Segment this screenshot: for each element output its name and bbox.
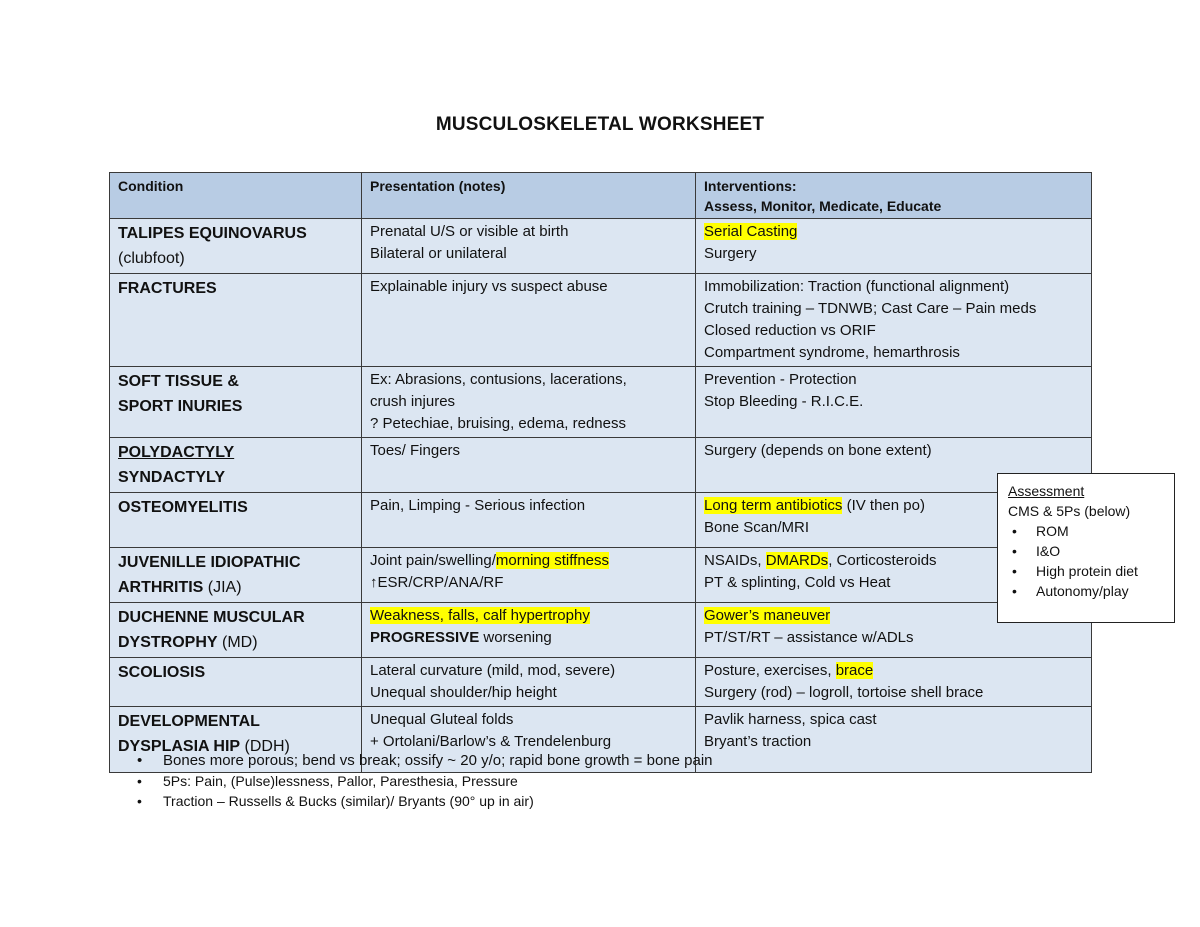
interventions-cell: Gower’s maneuver PT/ST/RT – assistance w/ADLs [696,603,1092,658]
list-item: • I&O [1008,541,1164,561]
presentation-cell: Unequal Gluteal folds + Ortolani/Barlow’s & Trendelenburg [362,707,696,773]
list-item: • Traction – Russells & Bucks (similar)/ Bryants (90° up in air) [137,791,713,811]
presentation-header: Presentation (notes) [362,173,696,219]
presentation-cell: Prenatal U/S or visible at birth Bilateral or unilateral [362,219,696,274]
presentation-cell: Toes/ Fingers [362,438,696,493]
table-row [110,438,1092,493]
condition-cell: JUVENILLE IDIOPATHIC ARTHRITIS (JIA) [110,548,362,603]
table-row [110,493,1092,548]
interventions-cell: Serial Casting Surgery [696,219,1092,274]
list-item: • 5Ps: Pain, (Pulse)lessness, Pallor, Paresthesia, Pressure [137,771,713,791]
table-row [110,219,1092,274]
interventions-cell: Prevention - Protection Stop Bleeding - R.I.C.E. [696,367,1092,438]
assessment-box [997,473,1175,623]
interventions-cell: Immobilization: Traction (functional alignment) Crutch training – TDNWB; Cast Care – Pain meds Closed reduction vs ORIF Compartment syndrome, hemarthrosis [696,274,1092,367]
list-item: • ROM [1008,521,1164,541]
table-header-row [110,173,1092,219]
condition-cell: DUCHENNE MUSCULAR DYSTROPHY (MD) [110,603,362,658]
highlighted-text: Weakness, falls, calf hypertrophy [370,607,590,624]
presentation-cell: Ex: Abrasions, contusions, lacerations, crush injures ? Petechiae, bruising, edema, redness [362,367,696,438]
condition-cell: FRACTURES [110,274,362,367]
table-row [110,274,1092,367]
condition-cell: TALIPES EQUINOVARUS (clubfoot) [110,219,362,274]
presentation-cell: Pain, Limping - Serious infection [362,493,696,548]
list-item: • Bones more porous; bend vs break; ossify ~ 20 y/o; rapid bone growth = bone pain [137,750,713,771]
interventions-cell: Long term antibiotics (IV then po) Bone Scan/MRI [696,493,1092,548]
condition-cell: OSTEOMYELITIS [110,493,362,548]
interventions-cell: Surgery (depends on bone extent) [696,438,1092,493]
presentation-cell: Explainable injury vs suspect abuse [362,274,696,367]
worksheet-table [109,172,1092,773]
assessment-title: Assessment [1008,483,1085,499]
table-row [110,658,1092,707]
assessment-subtitle: CMS & 5Ps (below) [1008,503,1131,519]
assessment-list [1008,521,1164,601]
highlighted-text: DMARDs [765,552,829,569]
highlighted-text: morning stiffness [495,552,610,569]
list-item: • Autonomy/play [1008,581,1164,601]
interventions-header: Interventions: Assess, Monitor, Medicate, Educate [696,173,1092,219]
notes-bullet-list [137,750,713,811]
highlighted-text: Serial Casting [704,223,798,240]
condition-cell: SCOLIOSIS [110,658,362,707]
interventions-cell: Pavlik harness, spica cast Bryant’s traction [696,707,1092,773]
condition-cell: SOFT TISSUE & SPORT INURIES [110,367,362,438]
highlighted-text: Gower’s maneuver [704,607,831,624]
presentation-cell: Weakness, falls, calf hypertrophy PROGRESSIVE worsening [362,603,696,658]
table-row [110,367,1092,438]
interventions-cell: Posture, exercises, brace Surgery (rod) – logroll, tortoise shell brace [696,658,1092,707]
highlighted-text: Long term antibiotics [704,497,843,514]
condition-header: Condition [110,173,362,219]
page-title: MUSCULOSKELETAL WORKSHEET [435,114,765,135]
list-item: • High protein diet [1008,561,1164,581]
table-row [110,548,1092,603]
table-row [110,603,1092,658]
presentation-cell: Joint pain/swelling/morning stiffness ↑ESR/CRP/ANA/RF [362,548,696,603]
highlighted-text: brace [835,662,874,679]
interventions-cell: NSAIDs, DMARDs, Corticosteroids PT & splinting, Cold vs Heat [696,548,1092,603]
presentation-cell: Lateral curvature (mild, mod, severe) Unequal shoulder/hip height [362,658,696,707]
condition-cell: DEVELOPMENTAL DYSPLASIA HIP (DDH) [110,707,362,773]
condition-cell: POLYDACTYLY SYNDACTYLY [110,438,362,493]
